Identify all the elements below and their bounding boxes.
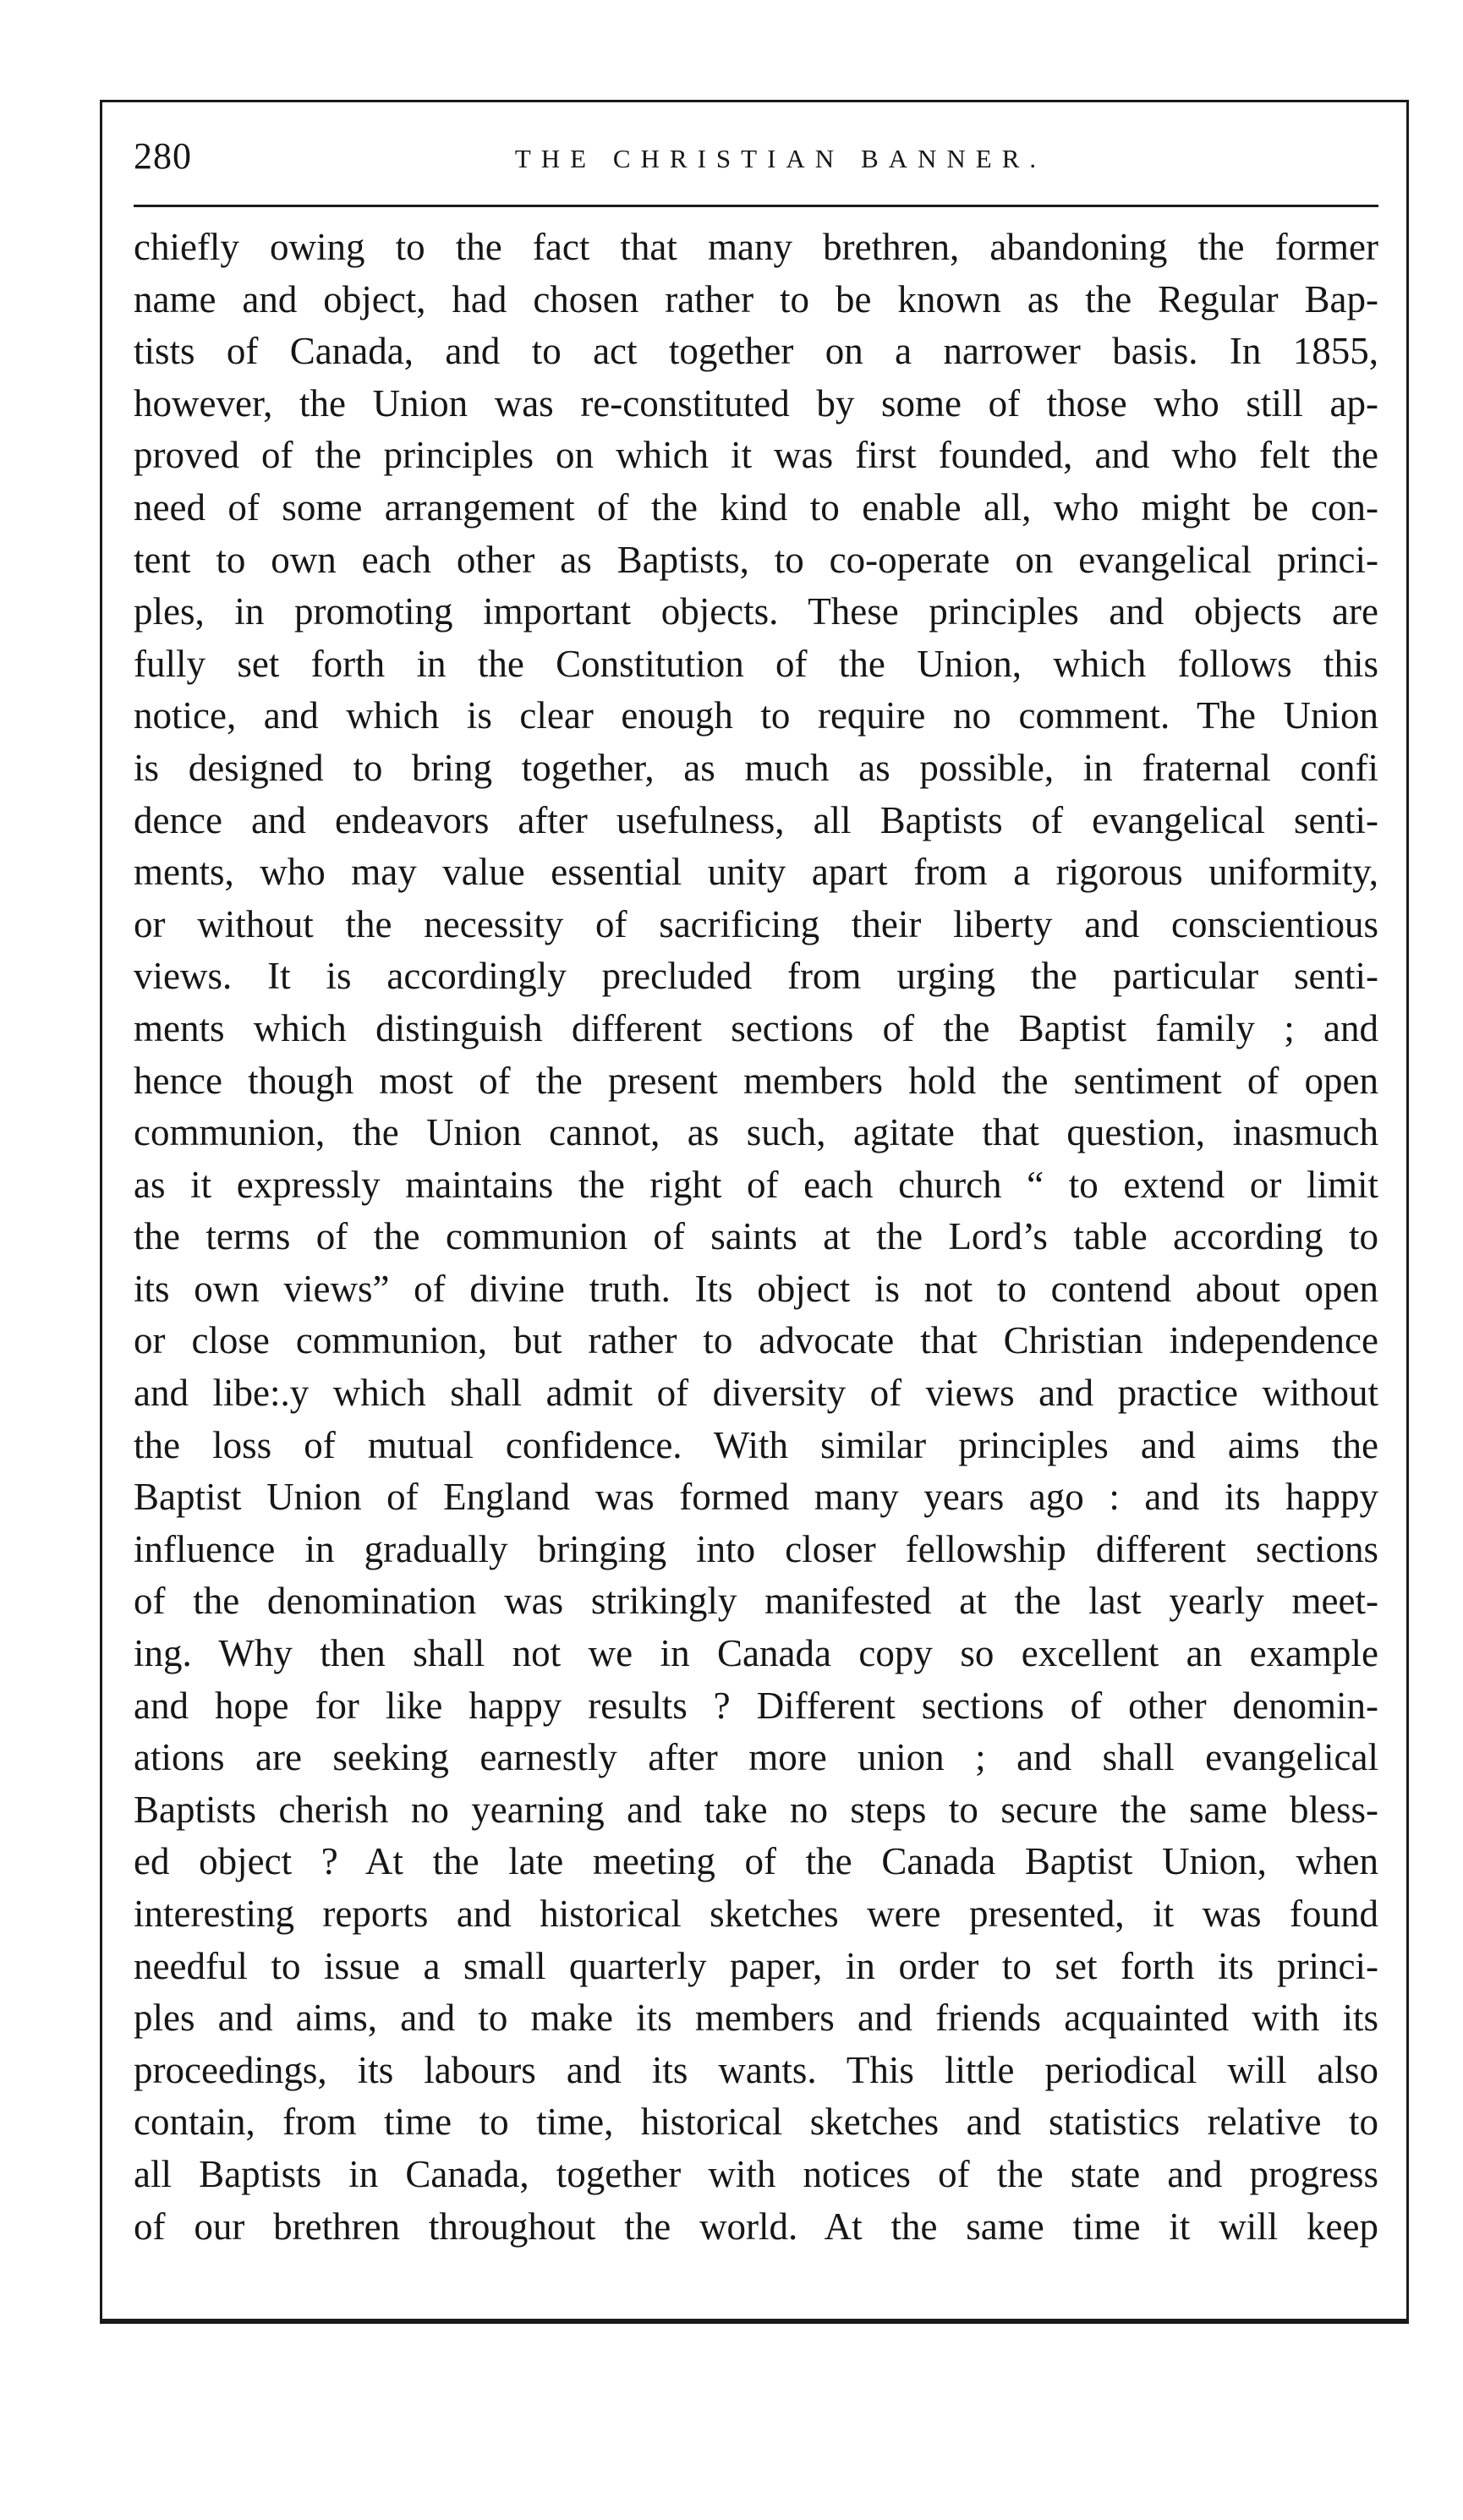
page-header [134,127,1377,186]
text-line: proceedings, its labours and its wants. This little periodical will also [134,2048,1378,2091]
header-rule [134,205,1378,207]
text-line: dence and endeavors after usefulness, all Baptists of evangelical senti- [134,798,1378,841]
text-line: chiefly owing to the fact that many brethren, abandoning the former [134,226,1378,268]
text-line: all Baptists in Canada, together with notices of the state and progress [134,2152,1378,2195]
text-line: ments, who may value essential unity apart from a rigorous uniformity, [134,851,1378,894]
text-line: ing. Why then shall not we in Canada copy so excellent an example [134,1632,1378,1675]
text-line: communion, the Union cannot, as such, agitate that question, inasmuch [134,1111,1378,1154]
text-line: however, the Union was re-constituted by some of those who still ap- [134,381,1378,425]
text-line: Baptist Union of England was formed many years ago : and its happy [134,1476,1378,1519]
text-line: ations are seeking earnestly after more union ; and shall evangelical [134,1736,1378,1779]
text-line: hence though most of the present members hold the sentiment of open [134,1059,1378,1102]
text-line: of our brethren throughout the world. At the same time it will keep [134,2205,1378,2248]
text-line: ed object ? At the late meeting of the Canada Baptist Union, when [134,1840,1378,1883]
text-line: its own views” of divine truth. Its object is not to contend about open [134,1267,1378,1310]
text-line: contain, from time to time, historical sketches and statistics relative to [134,2101,1378,2144]
running-title: THE CHRISTIAN BANNER. [514,144,1047,173]
text-line: as it expressly maintains the right of each church “ to extend or limit [134,1163,1378,1206]
text-line: and libe:.y which shall admit of diversity of views and practice without [134,1372,1378,1415]
text-line: need of some arrangement of the kind to enable all, who might be con- [134,485,1378,529]
text-line: needful to issue a small quarterly paper, in order to set forth its princi- [134,1944,1378,1987]
text-line: and hope for like happy results ? Different sections of other denomin- [134,1684,1378,1727]
text-line: ples and aims, and to make its members and friends acquainted with its [134,1997,1378,2040]
page-number: 280 [134,135,192,177]
text-line: notice, and which is clear enough to require no comment. The Union [134,694,1378,737]
text-line: proved of the principles on which it was first founded, and who felt the [134,434,1378,477]
text-line: the loss of mutual confidence. With similar principles and aims the [134,1423,1378,1466]
text-line: of the denomination was strikingly manifested at the last yearly meet- [134,1580,1378,1623]
text-line: or without the necessity of sacrificing their liberty and conscientious [134,902,1378,945]
text-line: name and object, had chosen rather to be known as the Regular Bap- [134,277,1378,320]
text-line: Baptists cherish no yearning and take no steps to secure the same bless- [134,1788,1378,1831]
text-line: tent to own each other as Baptists, to co-operate on evangelical princi- [134,538,1378,581]
text-line: the terms of the communion of saints at the Lord’s table according to [134,1215,1378,1258]
text-line: is designed to bring together, as much as possible, in fraternal confi [134,746,1378,789]
text-line: or close communion, but rather to advocate that Christian independence [134,1319,1378,1362]
text-line: fully set forth in the Constitution of the Union, which follows this [134,642,1378,685]
text-line: ples, in promoting important objects. These principles and objects are [134,590,1378,633]
text-line: ments which distinguish different sections of the Baptist family ; and [134,1006,1378,1049]
text-line: views. It is accordingly precluded from urging the particular senti- [134,955,1378,998]
text-line: tists of Canada, and to act together on a narrower basis. In 1855, [134,330,1378,373]
body-text [134,222,1378,2253]
text-line: interesting reports and historical sketches were presented, it was found [134,1893,1378,1935]
text-line: influence in gradually bringing into closer fellowship different sections [134,1527,1378,1570]
